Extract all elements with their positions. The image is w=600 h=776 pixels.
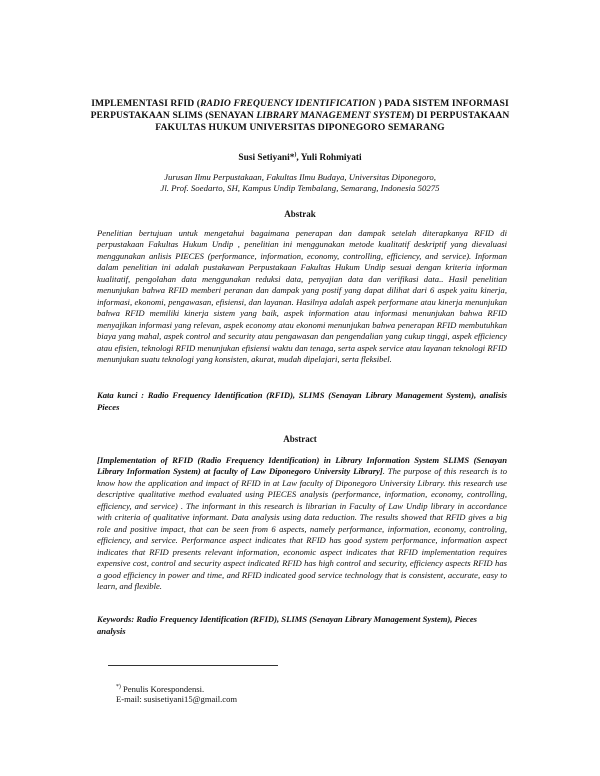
footnote-divider: [108, 665, 278, 666]
footnote-marker: *): [116, 684, 121, 690]
author-name: Susi Setiyani*: [238, 153, 295, 164]
abstrak-heading: Abstrak: [284, 209, 316, 219]
title-italic-part: LIBRARY MANAGEMENT SYSTEM: [256, 110, 411, 121]
keywords-text: Radio Frequency Identification (RFID), SLIMS (Senayan Library Management System), analisis Pieces: [97, 390, 507, 412]
author-name: , Yuli Rohmiyati: [296, 153, 362, 164]
title-part: ) DI PERPUSTAKAAN FAKULTAS HUKUM UNIVERSITAS DIPONEGORO SEMARANG: [155, 110, 510, 133]
footnote-email: E-mail: susisetiyani15@gmail.com: [116, 694, 238, 704]
abstract-text: . The purpose of this research is to know how the application and impact of RFID in at Law faculty of Diponegoro University Library. this research use descriptive qualitative method evaluated using PIECES analysis (performance, information, economy, controlling, efficiency, and service) . The informant in this research is librarian in Faculty of Law Undip library in accordance with criteria of qualitative informant. Data analysis using data reduction. The results showed that RFID gives a big role and positive impact, that can be seen from 6 aspects, namely performance, information, economy, controling, efficiency, and service. Performance aspect indicates that RFID has good system performance, information aspect indicates that RFID presents relevant information, economic aspect indicates that RFID implementation requires expensive cost, control and security aspect indicated RFID has high control and security, efficiency aspects RFID has a good efficiency in power and time, and RFID indicated good service technology that is consistent, accurate, easy to learn, and flexible.: [97, 466, 507, 591]
title-part: IMPLEMENTASI RFID (: [91, 98, 201, 109]
author-list: [100, 152, 500, 163]
affiliation-line: Jl. Prof. Soedarto, SH, Kampus Undip Tembalang, Semarang, Indonesia 50275: [160, 183, 440, 193]
paper-title: [80, 98, 520, 134]
keywords-label: Kata kunci :: [97, 390, 148, 400]
affiliation-line: Jurusan Ilmu Perpustakaan, Fakultas Ilmu Budaya, Universitas Diponegoro,: [164, 172, 436, 182]
footnote: [116, 681, 204, 695]
title-part: ) PADA SISTEM INFORMASI PERPUSTAKAAN SLIMS (SENAYAN: [90, 98, 509, 121]
abstrak-body: Penelitian bertujuan untuk mengetahui bagaimana penerapan dan dampak setelah diterapkanya RFID di perpustakaan Fakultas Hukum Undip , penelitian ini menggunakan metode kualitatif deskriptif yang dievaluasi menggunakan anlisis PIECES (performance, information, economy, controlling, efficiency, and service). Informan dalam penelitian ini adalah pustakawan Perpustakaan Fakultas Hukum Undip sesuai dengan kriteria informan kualitatif, pengolahan data menggunakan reduksi data, penyajian data dan verifikasi data.. Hasil penelitian menunjukan bahwa RFID memberi peranan dan dampak yang postif yang dapat dilihat dari 6 aspek yaitu kinerja, informasi, ekonomi, pengawasan, efisiensi, dan layanan. Hasilnya adalah aspek performane atau kinerja menunjukan bahwa RFID memiliki kinerja sistem yang baik, aspek information atau informasi menunjukan bahwa RFID menyajikan informasi yang relevan, aspek economy atau ekonomi menunjukan bahwa penerapan RFID membutuhkan biaya yang mahal, aspek control and security atau pengawasan dan pengendalian yang cukup tinggi, aspek efficiency atau efisien, teknologi RFID menunjukan efisiensi waktu dan tenaga, serta aspek service atau layanan teknologi RFID menunjukan suatu teknologi yang konsisten, akurat, mudah dipelajari, serta fleksibel.: [97, 228, 507, 364]
corresponding-marker: ): [294, 152, 297, 158]
affiliation: [90, 172, 510, 194]
footnote-label: Penulis Korespondensi.: [120, 683, 205, 694]
abstract-body: [97, 455, 507, 592]
abstract-heading: Abstract: [283, 434, 317, 444]
abstract-title: [Implementation of RFID (Radio Frequency Identification) in Library Information System SLIMS (Senayan Library Information System) at faculty of Law Diponegoro University Library]: [97, 455, 507, 477]
abstract-keywords: Keywords: Radio Frequency Identification (RFID), SLIMS (Senayan Library Management System), Pieces analysis: [97, 614, 478, 636]
abstrak-keywords: [97, 390, 507, 413]
title-italic-part: RADIO FREQUENCY IDENTIFICATION: [200, 98, 376, 109]
